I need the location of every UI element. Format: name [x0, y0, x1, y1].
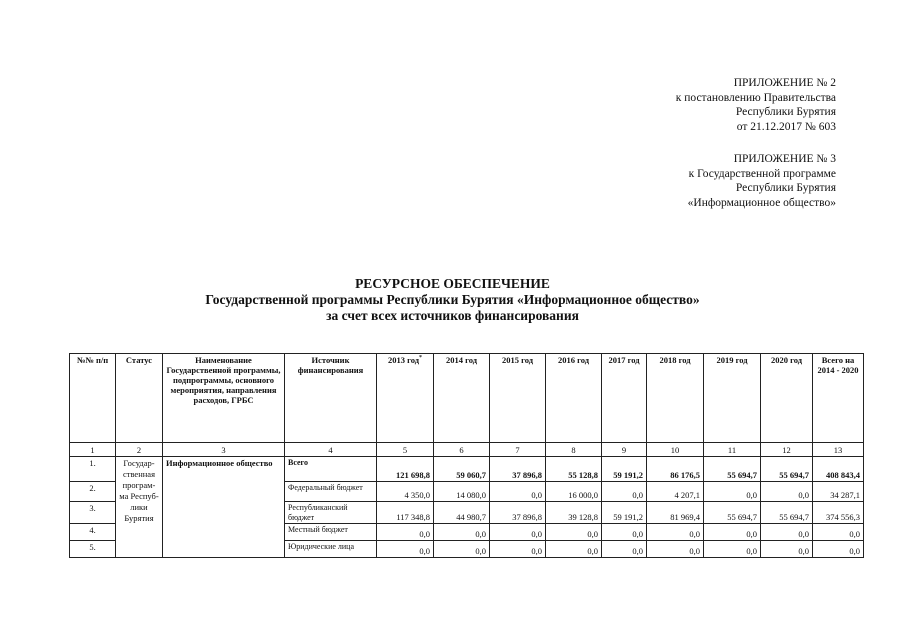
row-num: 5.: [70, 541, 116, 558]
value-cell: 0,0: [602, 524, 647, 541]
value-cell: 55 694,7: [761, 502, 813, 524]
appendix-3-line-3: Республики Бурятия: [735, 182, 836, 194]
row-num: 4.: [70, 524, 116, 541]
value-cell: 374 556,3: [813, 502, 864, 524]
col-number: 11: [704, 443, 761, 457]
value-cell: 117 348,8: [377, 502, 434, 524]
value-cell: 34 287,1: [813, 482, 864, 502]
header-2013-label: 2013 год: [387, 355, 420, 365]
value-cell: 0,0: [813, 524, 864, 541]
source-cell: Федеральный бюджет: [285, 482, 377, 502]
value-cell: 0,0: [704, 541, 761, 558]
col-number: 7: [490, 443, 546, 457]
program-name: Информационное общество: [163, 457, 285, 558]
column-number-row: [70, 443, 864, 457]
program-status: Государ-ственная програм-ма Респуб-лики Бурятия: [116, 457, 163, 558]
value-cell: 408 843,4: [813, 457, 864, 482]
appendix-2-line-3: Республики Бурятия: [735, 106, 836, 118]
value-cell: 59 060,7: [434, 457, 490, 482]
value-cell: 0,0: [647, 524, 704, 541]
value-cell: 0,0: [377, 524, 434, 541]
resource-table: [69, 353, 864, 558]
value-cell: 37 896,8: [490, 457, 546, 482]
value-cell: 0,0: [434, 524, 490, 541]
value-cell: 0,0: [761, 541, 813, 558]
value-cell: 59 191,2: [602, 457, 647, 482]
col-number: 10: [647, 443, 704, 457]
value-cell: 0,0: [647, 541, 704, 558]
value-cell: 55 694,7: [761, 457, 813, 482]
source-cell: Юридические лица: [285, 541, 377, 558]
appendix-3-line-2: к Государственной программе: [688, 167, 836, 180]
appendix-3-block: [688, 152, 836, 210]
header-2019: 2019 год: [704, 354, 761, 443]
col-number: 13: [813, 443, 864, 457]
value-cell: 0,0: [490, 541, 546, 558]
value-cell: 0,0: [813, 541, 864, 558]
header-2013: [377, 354, 434, 443]
col-number: 12: [761, 443, 813, 457]
col-number: 8: [546, 443, 602, 457]
value-cell: 81 969,4: [647, 502, 704, 524]
value-cell: 0,0: [434, 541, 490, 558]
document-title: [0, 276, 905, 324]
appendix-3-title: ПРИЛОЖЕНИЕ № 3: [733, 153, 836, 165]
header-2016: 2016 год: [546, 354, 602, 443]
header-status: Статус: [116, 354, 163, 443]
appendix-2-line-2: к постановлению Правительства: [675, 91, 836, 104]
value-cell: 44 980,7: [434, 502, 490, 524]
value-cell: 0,0: [704, 524, 761, 541]
col-number: 1: [70, 443, 116, 457]
header-2018: 2018 год: [647, 354, 704, 443]
title-line-2: Государственной программы Республики Бурятия «Информационное общество»: [205, 292, 700, 307]
header-num: №№ п/п: [70, 354, 116, 443]
value-cell: 0,0: [490, 524, 546, 541]
source-cell: Всего: [285, 457, 377, 482]
title-line-3: за счет всех источников финансирования: [326, 308, 579, 323]
source-cell: Республиканский бюджет: [285, 502, 377, 524]
value-cell: 0,0: [546, 524, 602, 541]
row-num: 3.: [70, 502, 116, 524]
value-cell: 55 694,7: [704, 457, 761, 482]
value-cell: 0,0: [704, 482, 761, 502]
value-cell: 0,0: [602, 541, 647, 558]
value-cell: 4 350,0: [377, 482, 434, 502]
value-cell: 59 191,2: [602, 502, 647, 524]
value-cell: 55 128,8: [546, 457, 602, 482]
table-row-total: [70, 457, 864, 482]
header-2015: 2015 год: [490, 354, 546, 443]
appendix-2-title: ПРИЛОЖЕНИЕ № 2: [733, 77, 836, 89]
appendix-2-block: [676, 76, 836, 134]
header-2013-footnote-mark: *: [419, 355, 423, 362]
value-cell: 14 080,0: [434, 482, 490, 502]
header-2017: 2017 год: [602, 354, 647, 443]
value-cell: 86 176,5: [647, 457, 704, 482]
col-number: 6: [434, 443, 490, 457]
col-number: 5: [377, 443, 434, 457]
value-cell: 121 698,8: [377, 457, 434, 482]
value-cell: 0,0: [761, 482, 813, 502]
source-cell: Местный бюджет: [285, 524, 377, 541]
value-cell: 16 000,0: [546, 482, 602, 502]
value-cell: 37 896,8: [490, 502, 546, 524]
value-cell: 4 207,1: [647, 482, 704, 502]
value-cell: 0,0: [546, 541, 602, 558]
header-2014: 2014 год: [434, 354, 490, 443]
value-cell: 0,0: [602, 482, 647, 502]
appendix-2-line-4: от 21.12.2017 № 603: [736, 120, 836, 133]
title-line-1: РЕСУРСНОЕ ОБЕСПЕЧЕНИЕ: [355, 276, 550, 291]
col-number: 2: [116, 443, 163, 457]
value-cell: 0,0: [761, 524, 813, 541]
header-total: Всего на 2014 - 2020: [813, 354, 864, 443]
header-2020: 2020 год: [761, 354, 813, 443]
row-num: 2.: [70, 482, 116, 502]
value-cell: 0,0: [377, 541, 434, 558]
value-cell: 39 128,8: [546, 502, 602, 524]
header-source: Источник финансирования: [285, 354, 377, 443]
appendix-3-line-4: «Информационное общество»: [687, 196, 836, 209]
value-cell: 0,0: [490, 482, 546, 502]
col-number: 9: [602, 443, 647, 457]
table-header-row: [70, 354, 864, 443]
header-name: Наименование Государственной программы, подпрограммы, основного мероприятия, направления расходов, ГРБС: [163, 354, 285, 443]
col-number: 4: [285, 443, 377, 457]
col-number: 3: [163, 443, 285, 457]
row-num: 1.: [70, 457, 116, 482]
value-cell: 55 694,7: [704, 502, 761, 524]
